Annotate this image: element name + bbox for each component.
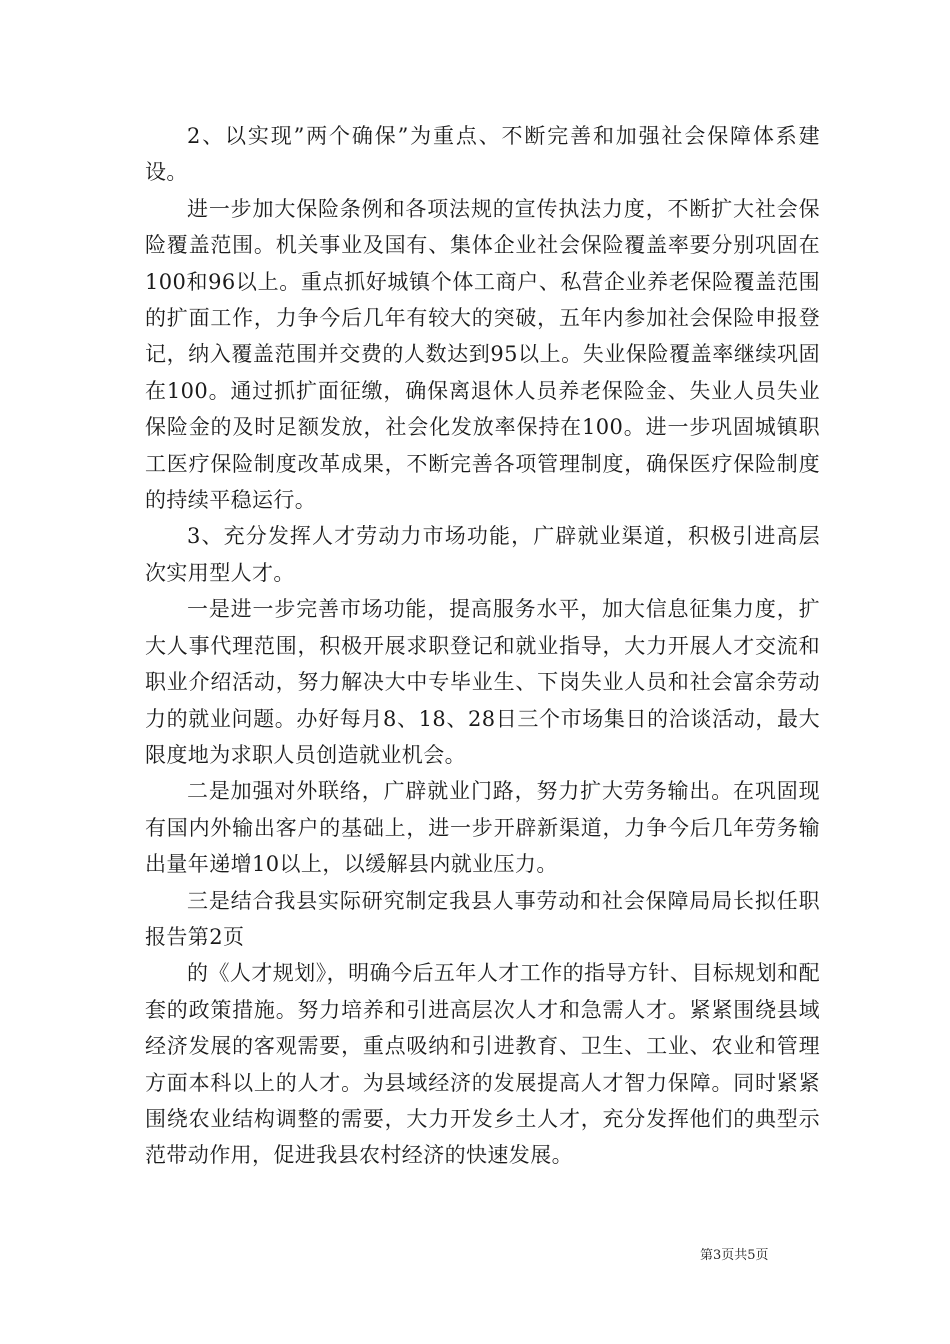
body-paragraph: 二是加强对外联络，广辟就业门路，努力扩大劳务输出。在巩固现有国内外输出客户的基础上，进一步开辟新渠道，力争今后几年劳务输出量年递增10以上，以缓解县内就业压力。	[145, 779, 820, 877]
page-number: 第3页共5页	[700, 1248, 769, 1263]
section-heading-3: 3、充分发挥人才劳动力市场功能，广辟就业渠道，积极引进高层次实用型人才。	[145, 524, 820, 585]
section-heading-2: 2、以实现”两个确保”为重点、不断完善和加强社会保障体系建设。	[145, 124, 820, 185]
body-paragraph: 三是结合我县实际研究制定我县人事劳动和社会保障局局长拟任职报告第2页	[145, 888, 820, 949]
document-body	[145, 118, 820, 1174]
body-paragraph: 的《人才规划》，明确今后五年人才工作的指导方针、目标规划和配套的政策措施。努力培养和引进高层次人才和急需人才。紧紧围绕县域经济发展的客观需要，重点吸纳和引进教育、卫生、工业、农业和管理方面本科以上的人才。为县域经济的发展提高人才智力保障。同时紧紧围绕农业结构调整的需要，大力开发乡土人才，充分发挥他们的典型示范带动作用，促进我县农村经济的快速发展。	[145, 961, 820, 1168]
body-paragraph: 进一步加大保险条例和各项法规的宣传执法力度，不断扩大社会保险覆盖范围。机关事业及国有、集体企业社会保险覆盖率要分别巩固在100和96以上。重点抓好城镇个体工商户、私营企业养老保险覆盖范围的扩面工作，力争今后几年有较大的突破，五年内参加社会保险申报登记，纳入覆盖范围并交费的人数达到95以上。失业保险覆盖率继续巩固在100。通过抓扩面征缴，确保离退休人员养老保险金、失业人员失业保险金的及时足额发放，社会化发放率保持在100。进一步巩固城镇职工医疗保险制度改革成果，不断完善各项管理制度，确保医疗保险制度的持续平稳运行。	[145, 196, 820, 513]
body-paragraph: 一是进一步完善市场功能，提高服务水平，加大信息征集力度，扩大人事代理范围，积极开展求职登记和就业指导，大力开展人才交流和职业介绍活动，努力解决大中专毕业生、下岗失业人员和社会富余劳动力的就业问题。办好每月8、18、28日三个市场集日的洽谈活动，最大限度地为求职人员创造就业机会。	[145, 597, 820, 767]
